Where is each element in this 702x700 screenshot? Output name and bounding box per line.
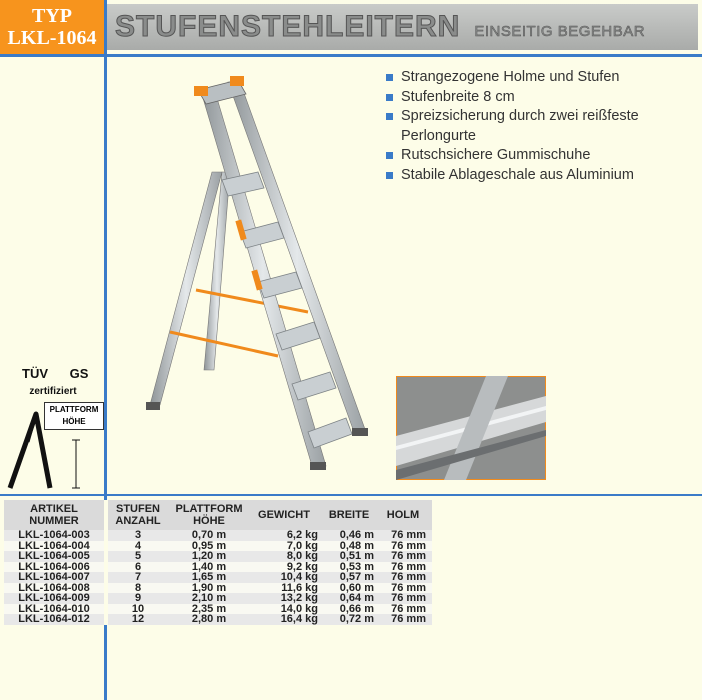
table-row [4, 530, 432, 541]
table-cell: 0,48 m [324, 541, 380, 552]
ladder-profile-icon [6, 410, 86, 492]
table-cell: 6 [108, 562, 168, 573]
table-cell: 76 mm [380, 614, 432, 625]
table-cell: LKL-1064-006 [4, 562, 104, 573]
table-cell: 76 mm [380, 593, 432, 604]
table-cell: 1,40 m [168, 562, 250, 573]
table-header-row [4, 500, 432, 530]
table-cell: 0,95 m [168, 541, 250, 552]
table-cell: 0,70 m [168, 530, 250, 541]
feature-item: Rutschsichere Gummischuhe [386, 146, 639, 166]
feature-item: Stufenbreite 8 cm [386, 88, 639, 108]
table-cell: 2,35 m [168, 604, 250, 615]
table-cell: 8 [108, 583, 168, 594]
column-header-article: ARTIKEL NUMMER [4, 500, 104, 530]
table-cell: 10 [108, 604, 168, 615]
column-header-width: BREITE [324, 500, 380, 530]
page-title: STUFENSTEHLEITERN [115, 10, 461, 43]
table-cell: LKL-1064-005 [4, 551, 104, 562]
table-row [4, 572, 432, 583]
feature-item: Strangezogene Holme und Stufen [386, 68, 639, 88]
table-cell: 1,20 m [168, 551, 250, 562]
column-header-steps: STUFEN ANZAHL [108, 500, 168, 530]
table-cell: 4 [108, 541, 168, 552]
table-cell: LKL-1064-009 [4, 593, 104, 604]
page-subtitle: EINSEITIG BEGEHBAR [474, 22, 646, 40]
platform-height-legend: PLATTFORM HÖHE [44, 402, 104, 430]
table-cell: 5 [108, 551, 168, 562]
type-number: LKL-1064 [7, 27, 97, 49]
table-cell: LKL-1064-012 [4, 614, 104, 625]
bullet-square-icon [386, 94, 393, 101]
type-label: TYP [32, 5, 72, 27]
table-cell: 16,4 kg [250, 614, 324, 625]
table-cell: 76 mm [380, 604, 432, 615]
certification-label: zertifiziert [29, 386, 77, 397]
table-cell: 0,64 m [324, 593, 380, 604]
table-cell: 12 [108, 614, 168, 625]
product-table [4, 500, 432, 625]
feature-list [386, 68, 639, 185]
table-cell: 3 [108, 530, 168, 541]
table-cell: 76 mm [380, 583, 432, 594]
table-row [4, 593, 432, 604]
table-cell: LKL-1064-003 [4, 530, 104, 541]
table-cell: 6,2 kg [250, 530, 324, 541]
table-cell: 7 [108, 572, 168, 583]
detail-photo [396, 376, 546, 480]
table-cell: 0,51 m [324, 551, 380, 562]
table-cell: 2,10 m [168, 593, 250, 604]
bullet-square-icon [386, 113, 393, 120]
table-cell: 0,53 m [324, 562, 380, 573]
table-cell: 76 mm [380, 551, 432, 562]
ladder-illustration [130, 60, 380, 480]
feature-item: Stabile Ablageschale aus Aluminium [386, 166, 639, 186]
bullet-square-icon [386, 152, 393, 159]
table-cell: LKL-1064-004 [4, 541, 104, 552]
table-cell: 9,2 kg [250, 562, 324, 573]
table-row [4, 551, 432, 562]
table-cell: 0,72 m [324, 614, 380, 625]
table-cell: 0,46 m [324, 530, 380, 541]
table-cell: 7,0 kg [250, 541, 324, 552]
table-row [4, 614, 432, 625]
column-header-platform: PLATTFORM HÖHE [168, 500, 250, 530]
feature-item: Spreizsicherung durch zwei reißfeste [386, 107, 639, 127]
bullet-square-icon [386, 172, 393, 179]
table-cell: 76 mm [380, 541, 432, 552]
table-cell: 2,80 m [168, 614, 250, 625]
table-cell: 9 [108, 593, 168, 604]
table-cell: 11,6 kg [250, 583, 324, 594]
table-cell: 0,57 m [324, 572, 380, 583]
table-cell: 76 mm [380, 572, 432, 583]
title-bar [107, 4, 698, 50]
certification-block [4, 366, 102, 397]
table-divider [0, 494, 702, 496]
table-cell: 0,66 m [324, 604, 380, 615]
table-cell: 10,4 kg [250, 572, 324, 583]
table-cell: 0,60 m [324, 583, 380, 594]
certification-marks: TÜV GS [22, 366, 89, 381]
table-cell: 14,0 kg [250, 604, 324, 615]
table-cell: 8,0 kg [250, 551, 324, 562]
feature-item-continued: Perlongurte [401, 127, 476, 144]
table-cell: 76 mm [380, 530, 432, 541]
bullet-square-icon [386, 74, 393, 81]
column-header-rail: HOLM [380, 500, 432, 530]
column-header-weight: GEWICHT [250, 500, 324, 530]
table-cell: 1,65 m [168, 572, 250, 583]
table-cell: LKL-1064-007 [4, 572, 104, 583]
table-cell: LKL-1064-010 [4, 604, 104, 615]
table-cell: LKL-1064-008 [4, 583, 104, 594]
table-cell: 13,2 kg [250, 593, 324, 604]
table-cell: 76 mm [380, 562, 432, 573]
table-cell: 1,90 m [168, 583, 250, 594]
type-badge [0, 0, 107, 54]
